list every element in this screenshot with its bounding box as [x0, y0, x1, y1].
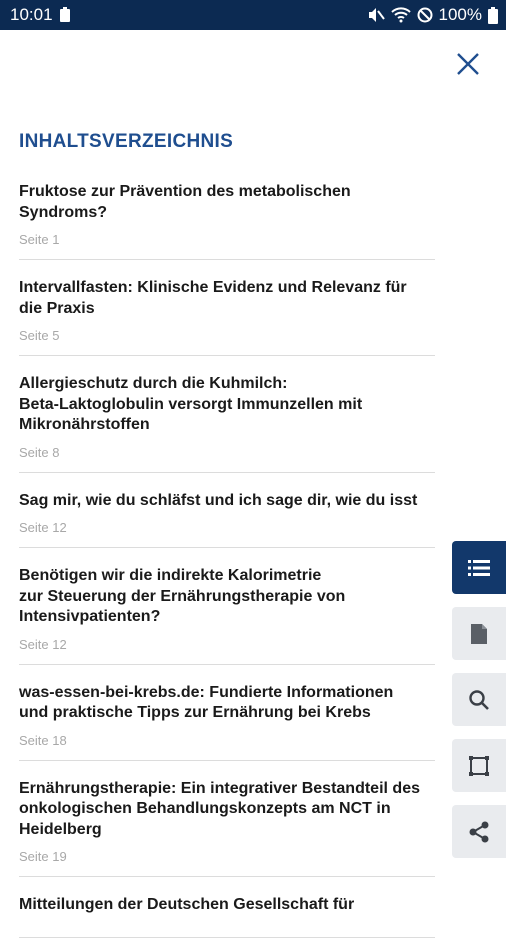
status-bar — [0, 0, 506, 30]
toc-list — [19, 176, 435, 950]
toc-item[interactable] — [19, 176, 435, 260]
notification-icon — [59, 7, 71, 23]
toc-item-title: Sag mir, wie du schläfst und ich sage dir, wie du isst — [19, 491, 418, 509]
share-button[interactable] — [452, 805, 506, 858]
battery-percent: 100% — [438, 5, 482, 24]
toc-item[interactable] — [19, 485, 435, 549]
toc-item[interactable] — [19, 773, 435, 878]
toc-item-page: Seite 12 — [19, 636, 67, 652]
toc-item-page: Seite 18 — [19, 732, 67, 748]
toc-item-page: Seite 19 — [19, 849, 67, 864]
wifi-icon — [391, 7, 411, 23]
list-icon — [468, 559, 490, 577]
toc-item[interactable] — [19, 889, 435, 938]
close-button[interactable] — [452, 48, 484, 80]
toc-item-title: Fruktose zur Prävention des metabolischen Syndroms? — [19, 183, 351, 221]
toc-item-title: Intervallfasten: Klinische Evidenz und Relevanz für die Praxis — [19, 279, 407, 317]
crop-button[interactable] — [452, 739, 506, 792]
toc-item[interactable] — [19, 272, 435, 356]
toc-item-page: Seite 8 — [19, 444, 60, 460]
toc-item-title: was-essen-bei-krebs.de: Fundierte Informationen und praktische Tipps zur Ernährung bei Krebs — [19, 683, 394, 721]
toc-item-page: Seite 12 — [19, 520, 67, 535]
share-icon — [468, 821, 490, 843]
toc-item-page: Seite 5 — [19, 328, 60, 343]
toc-heading: INHALTSVERZEICHNIS — [19, 131, 234, 152]
toc-item[interactable] — [19, 560, 435, 665]
mute-icon — [367, 7, 385, 23]
toc-button[interactable] — [452, 541, 506, 594]
search-icon — [468, 689, 490, 711]
battery-icon — [488, 7, 498, 24]
toc-item-title: Benötigen wir die indirekte Kalorimetrie zur Steuerung der Ernährungstherapie von Intensivpatienten? — [19, 567, 346, 625]
toc-item-page: Seite 1 — [19, 232, 60, 247]
toc-item-title: Mitteilungen der Deutschen Gesellschaft für — [19, 896, 355, 913]
do-not-disturb-icon — [417, 7, 433, 23]
crop-icon — [467, 754, 491, 778]
pages-button[interactable] — [452, 607, 506, 660]
toc-item[interactable] — [19, 368, 435, 473]
page-icon — [470, 623, 488, 645]
side-toolbar — [452, 541, 506, 858]
toc-item-title: Ernährungstherapie: Ein integrativer Bestandteil des onkologischen Behandlungskonzepts am NCT in Heidelberg — [19, 779, 420, 838]
toc-item-title: Allergieschutz durch die Kuhmilch: Beta-Laktoglobulin versorgt Immunzellen mit Mikronährstoffen — [19, 375, 363, 433]
toc-item[interactable] — [19, 677, 435, 761]
search-button[interactable] — [452, 673, 506, 726]
clock: 10:01 — [10, 5, 53, 24]
close-icon — [456, 52, 480, 76]
top-bar — [0, 30, 506, 96]
